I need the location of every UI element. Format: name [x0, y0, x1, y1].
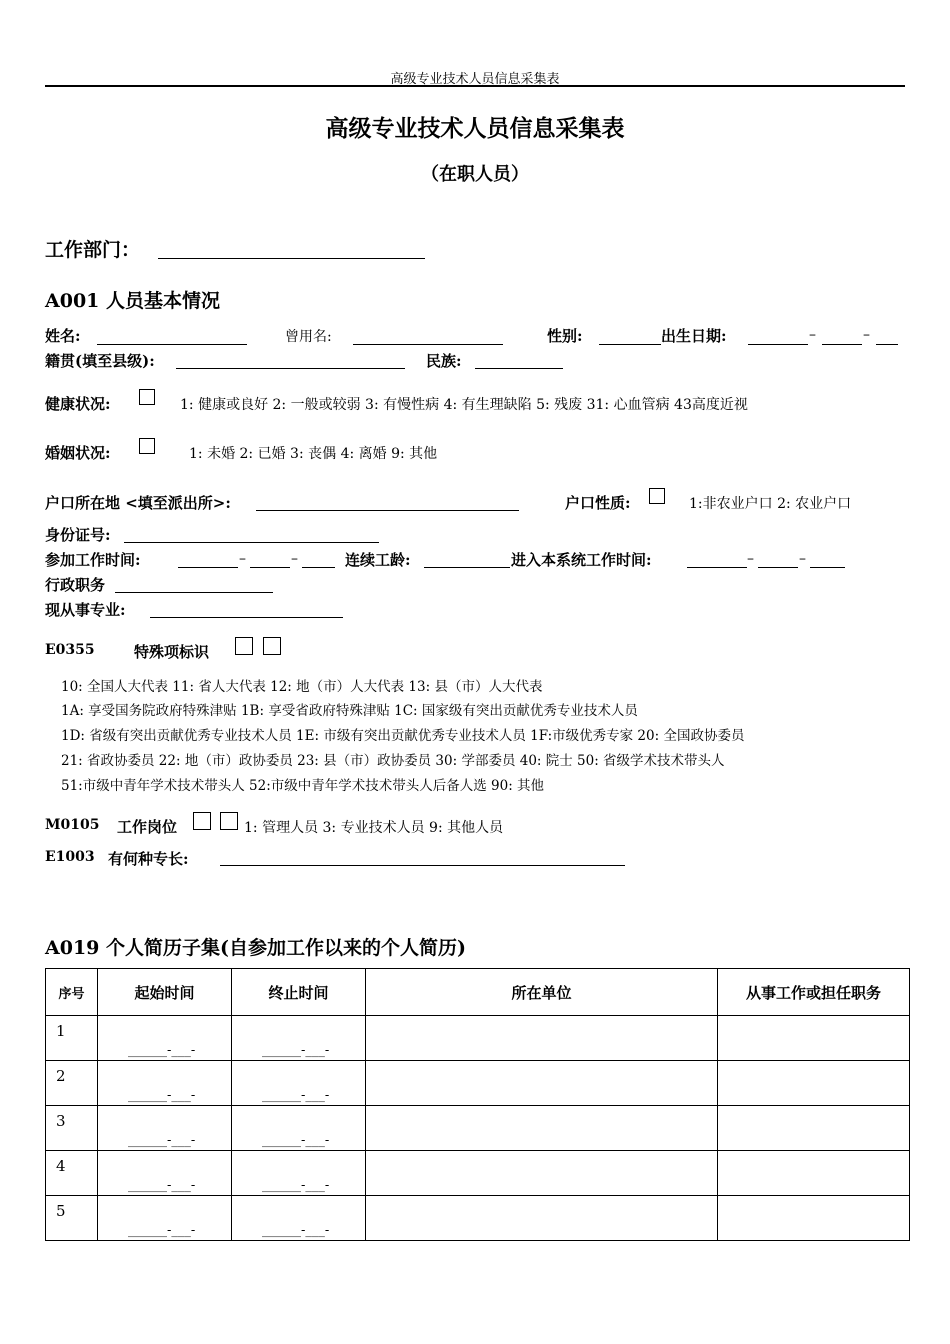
- birth-year-field[interactable]: [748, 344, 808, 345]
- e1003-code: E1003: [45, 849, 95, 865]
- system-entry-day-field[interactable]: [810, 567, 845, 568]
- gender-label: 性别:: [547, 327, 583, 345]
- seniority-field[interactable]: [424, 567, 510, 568]
- row-number-cell: [46, 1106, 98, 1151]
- used-name-field[interactable]: [353, 344, 503, 345]
- marital-label: 婚姻状况:: [45, 444, 111, 462]
- end-date-blank: ______-___-: [262, 1043, 330, 1058]
- m0105-checkbox-2[interactable]: [220, 812, 238, 830]
- duty-cell[interactable]: [718, 1196, 910, 1241]
- specialty-label: 现从事专业:: [45, 601, 126, 619]
- e0355-options-line-3: 1D: 省级有突出贡献优秀专业技术人员 1E: 市级有突出贡献优秀专业技术人员 1F:市级优秀专家 20: 全国政协委员: [61, 728, 745, 744]
- table-row: [46, 1061, 910, 1106]
- col-header-unit: 所在单位: [366, 969, 718, 1016]
- row-number-cell: [46, 1016, 98, 1061]
- birth-dash-2: –: [863, 327, 870, 343]
- ethnicity-label: 民族:: [426, 352, 462, 370]
- e0355-checkbox-2[interactable]: [263, 637, 281, 655]
- e0355-code: E0355: [45, 642, 95, 658]
- header-rule: [45, 85, 905, 87]
- end-date-blank: ______-___-: [262, 1088, 330, 1103]
- table-row: [46, 1151, 910, 1196]
- work-start-month-field[interactable]: [250, 567, 290, 568]
- id-number-field[interactable]: [124, 542, 379, 543]
- seniority-label: 连续工龄:: [345, 551, 411, 569]
- e0355-checkbox-1[interactable]: [235, 637, 253, 655]
- col-header-duty: 从事工作或担任职务: [718, 969, 910, 1016]
- native-place-field[interactable]: [176, 368, 405, 369]
- table-row: [46, 1016, 910, 1061]
- start-date-blank: ______-___-: [128, 1223, 196, 1238]
- page-subtitle: （在职人员）: [421, 164, 529, 185]
- dept-label: 工作部门：: [45, 239, 141, 261]
- marital-options: 1: 未婚 2: 已婚 3: 丧偶 4: 离婚 9: 其他: [189, 446, 438, 462]
- system-entry-dash-1: –: [747, 551, 754, 567]
- unit-cell[interactable]: [366, 1196, 718, 1241]
- unit-cell[interactable]: [366, 1061, 718, 1106]
- m0105-checkbox-1[interactable]: [193, 812, 211, 830]
- system-entry-year-field[interactable]: [687, 567, 747, 568]
- table-row: [46, 1196, 910, 1241]
- row-number-cell: [46, 1061, 98, 1106]
- household-type-checkbox[interactable]: [649, 488, 665, 504]
- end-date-cell[interactable]: [232, 1196, 366, 1241]
- marital-checkbox[interactable]: [139, 438, 155, 454]
- row-number: 3: [56, 1112, 66, 1130]
- end-date-blank: ______-___-: [262, 1133, 330, 1148]
- table-row: [46, 1106, 910, 1151]
- duty-cell[interactable]: [718, 1061, 910, 1106]
- end-date-cell[interactable]: [232, 1016, 366, 1061]
- gender-field[interactable]: [599, 344, 661, 345]
- end-date-cell[interactable]: [232, 1151, 366, 1196]
- native-place-label: 籍贯(填至县级):: [45, 352, 155, 370]
- unit-cell[interactable]: [366, 1151, 718, 1196]
- col-header-start: 起始时间: [98, 969, 232, 1016]
- start-date-cell[interactable]: [98, 1106, 232, 1151]
- page-title: 高级专业技术人员信息采集表: [325, 115, 625, 142]
- col-header-end: 终止时间: [232, 969, 366, 1016]
- id-number-label: 身份证号:: [45, 526, 111, 544]
- system-entry-month-field[interactable]: [758, 567, 798, 568]
- specialty-field[interactable]: [150, 617, 343, 618]
- row-number-cell: [46, 1196, 98, 1241]
- section-a019-heading: A019 个人简历子集(自参加工作以来的个人简历): [45, 937, 466, 959]
- start-date-blank: ______-___-: [128, 1088, 196, 1103]
- m0105-code: M0105: [45, 817, 100, 833]
- work-start-dash-2: –: [291, 551, 298, 567]
- start-date-cell[interactable]: [98, 1061, 232, 1106]
- dept-field[interactable]: [158, 258, 425, 259]
- row-number: 4: [56, 1157, 66, 1175]
- start-date-cell[interactable]: [98, 1196, 232, 1241]
- section-a001-heading: A001 人员基本情况: [45, 290, 221, 312]
- e0355-label: 特殊项标识: [134, 643, 210, 661]
- e0355-options-line-2: 1A: 享受国务院政府特殊津贴 1B: 享受省政府特殊津贴 1C: 国家级有突出贡献优秀专业技术人员: [61, 703, 638, 719]
- health-checkbox[interactable]: [139, 389, 155, 405]
- work-start-label: 参加工作时间:: [45, 551, 141, 569]
- e1003-label: 有何种专长:: [108, 850, 189, 868]
- work-start-day-field[interactable]: [302, 567, 335, 568]
- running-header: 高级专业技术人员信息采集表: [390, 72, 560, 87]
- used-name-label: 曾用名:: [285, 329, 332, 345]
- birth-date-label: 出生日期:: [661, 327, 727, 345]
- m0105-label: 工作岗位: [117, 818, 178, 836]
- unit-cell[interactable]: [366, 1016, 718, 1061]
- start-date-cell[interactable]: [98, 1151, 232, 1196]
- household-options: 1:非农业户口 2: 农业户口: [689, 496, 852, 512]
- birth-dash-1: –: [809, 327, 816, 343]
- birth-day-field[interactable]: [876, 344, 898, 345]
- row-number-cell: [46, 1151, 98, 1196]
- admin-post-label: 行政职务: [45, 576, 106, 594]
- work-start-year-field[interactable]: [178, 567, 238, 568]
- row-number: 5: [56, 1202, 66, 1220]
- resume-table: [45, 968, 910, 1241]
- duty-cell[interactable]: [718, 1106, 910, 1151]
- col-header-seq: 序号: [46, 969, 98, 1016]
- work-start-dash-1: –: [239, 551, 246, 567]
- name-label: 姓名:: [45, 327, 81, 345]
- household-location-field[interactable]: [256, 510, 519, 511]
- household-location-label: 户口所在地 <填至派出所>:: [45, 494, 231, 512]
- duty-cell[interactable]: [718, 1016, 910, 1061]
- table-header-row: [46, 969, 910, 1016]
- e0355-options-line-1: 10: 全国人大代表 11: 省人大代表 12: 地（市）人大代表 13: 县（市）人大代表: [61, 679, 543, 695]
- row-number: 2: [56, 1067, 66, 1085]
- e1003-field[interactable]: [220, 865, 625, 866]
- end-date-cell[interactable]: [232, 1106, 366, 1151]
- end-date-blank: ______-___-: [262, 1223, 330, 1238]
- unit-cell[interactable]: [366, 1106, 718, 1151]
- end-date-blank: ______-___-: [262, 1178, 330, 1193]
- row-number: 1: [56, 1022, 66, 1040]
- birth-month-field[interactable]: [822, 344, 862, 345]
- end-date-cell[interactable]: [232, 1061, 366, 1106]
- m0105-options: 1: 管理人员 3: 专业技术人员 9: 其他人员: [244, 820, 504, 836]
- name-field[interactable]: [97, 344, 247, 345]
- household-type-label: 户口性质:: [565, 494, 631, 512]
- system-entry-dash-2: –: [799, 551, 806, 567]
- e0355-options-line-5: 51:市级中青年学术技术带头人 52:市级中青年学术技术带头人后备人选 90: 其他: [61, 778, 545, 794]
- start-date-blank: ______-___-: [128, 1178, 196, 1193]
- health-label: 健康状况:: [45, 395, 111, 413]
- health-options: 1: 健康或良好 2: 一般或较弱 3: 有慢性病 4: 有生理缺陷 5: 残废 31: 心血管病 43高度近视: [180, 397, 748, 413]
- e0355-options-line-4: 21: 省政协委员 22: 地（市）政协委员 23: 县（市）政协委员 30: 学部委员 40: 院士 50: 省级学术技术带头人: [61, 753, 725, 769]
- duty-cell[interactable]: [718, 1151, 910, 1196]
- system-entry-label: 进入本系统工作时间:: [511, 551, 652, 569]
- start-date-blank: ______-___-: [128, 1043, 196, 1058]
- start-date-cell[interactable]: [98, 1016, 232, 1061]
- admin-post-field[interactable]: [115, 592, 273, 593]
- ethnicity-field[interactable]: [475, 368, 563, 369]
- start-date-blank: ______-___-: [128, 1133, 196, 1148]
